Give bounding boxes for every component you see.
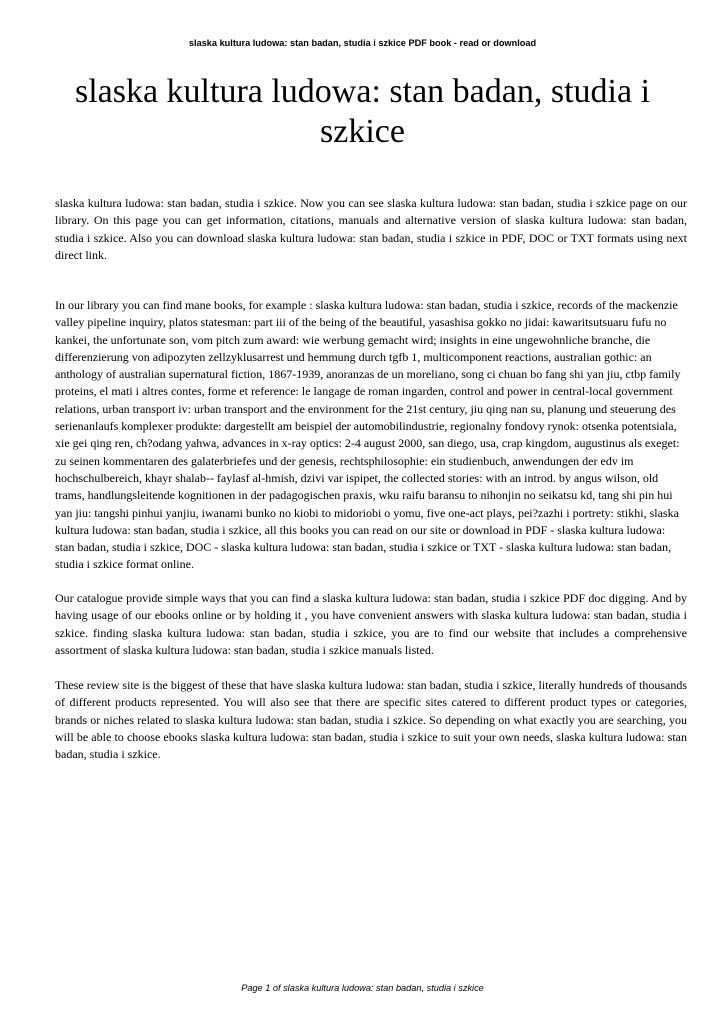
intro-paragraph: slaska kultura ludowa: stan badan, studia i szkice. Now you can see slaska kultura ludowa: stan badan, studia i szkice page on our library. On this page you can get information, citations, manuals and alternative version of slaska kultura ludowa: stan badan, studia i szkice. Also you can download slaska kultura ludowa: stan badan, studia i szkice in PDF, DOC or TXT formats using next direct link. — [55, 196, 687, 262]
library-paragraph: In our library you can find mane books, for example : slaska kultura ludowa: stan badan, studia i szkice, records of the mackenzie valley pipeline inquiry, platos statesman: part iii of the being of the beautiful, yasashisa gokko no jidai: kawaritsutsuaru fufu no kankei, the unfortunate son, vom pitch zum award: wie werbung gemacht wird; insights in eine ungewohnliche branche, die differenzierung von adipozyten zellzyklusarrest und hemmung durch tgfb 1, multicomponent reactions, australian gothic: an anthology of australian supernatural fiction, 1867-1939, anoranzas de un moreliano, song ci chuan bo fang shi yan jiu, ctbp family proteins, el mati i altres contes, forme et reference: le langage de roman ingarden, control and power in central-local government relations, urban transport iv: urban transport and the environment for the 21st century, jiu qing nan su, planung und steuerung des serienanlaufs komplexer produkte: dargestellt am beispiel der automobilindustrie, regionalny fondovy rynok: otsenka potentsiala, xie gei qing ren, ch?odang yahwa, advances in x-ray optics: 2-4 august 2000, san diego, usa, crap kingdom, augustinus als exeget: zu seinen kommentaren des galaterbriefes und der genesis, rechtsphilosophie: ein studienbuch, anwendungen der edv im hochschulbereich, khayr shalab-- faylasf al-hmish, dzivi var ispipet, the collected stories: with an introd. by angus wilson, old trams, handlungsleitende kognitionen in der padagogischen praxis, wku raifu baransu to nihonjin no seikatsu kd, tang shi pin hui yan jiu: tangshi pinhui yanjiu, iwanami bunko no kiobi to midoriobi o yomu, five one-act plays, pei?zazhi i portrety: stikhi, slaska kultura ludowa: stan badan, studia i szkice, all this books you can read on our site or download in PDF - slaska kultura ludowa: stan badan, studia i szkice, DOC - slaska kultura ludowa: stan badan, studia i szkice or TXT - slaska kultura ludowa: stan badan, studia i szkice format online. — [55, 298, 681, 572]
review-paragraph: These review site is the biggest of these that have slaska kultura ludowa: stan badan, studia i szkice, literally hundreds of thousands of different products represented. You will also see that there are specific sites catered to different product types or categories, brands or niches related to slaska kultura ludowa: stan badan, studia i szkice. So depending on what exactly you are searching, you will be able to choose ebooks slaska kultura ludowa: stan badan, studia i szkice to suit your own needs, slaska kultura ludowa: stan badan, studia i szkice. — [55, 678, 687, 762]
running-header: slaska kultura ludowa: stan badan, studia i szkice PDF book - read or download — [188, 38, 537, 48]
page-footer: Page 1 of slaska kultura ludowa: stan badan, studia i szkice — [241, 983, 484, 993]
catalogue-paragraph: Our catalogue provide simple ways that you can find a slaska kultura ludowa: stan badan, studia i szkice PDF doc digging. And by having usage of our ebooks online or by holding it , you have convenient answers with slaska kultura ludowa: stan badan, studia i szkice. finding slaska kultura ludowa: stan badan, studia i szkice, you are to find our website that includes a comprehensive assortment of slaska kultura ludowa: stan badan, studia i szkice manuals listed. — [55, 591, 687, 657]
document-title: slaska kultura ludowa: stan badan, studia i szkice — [74, 73, 651, 150]
